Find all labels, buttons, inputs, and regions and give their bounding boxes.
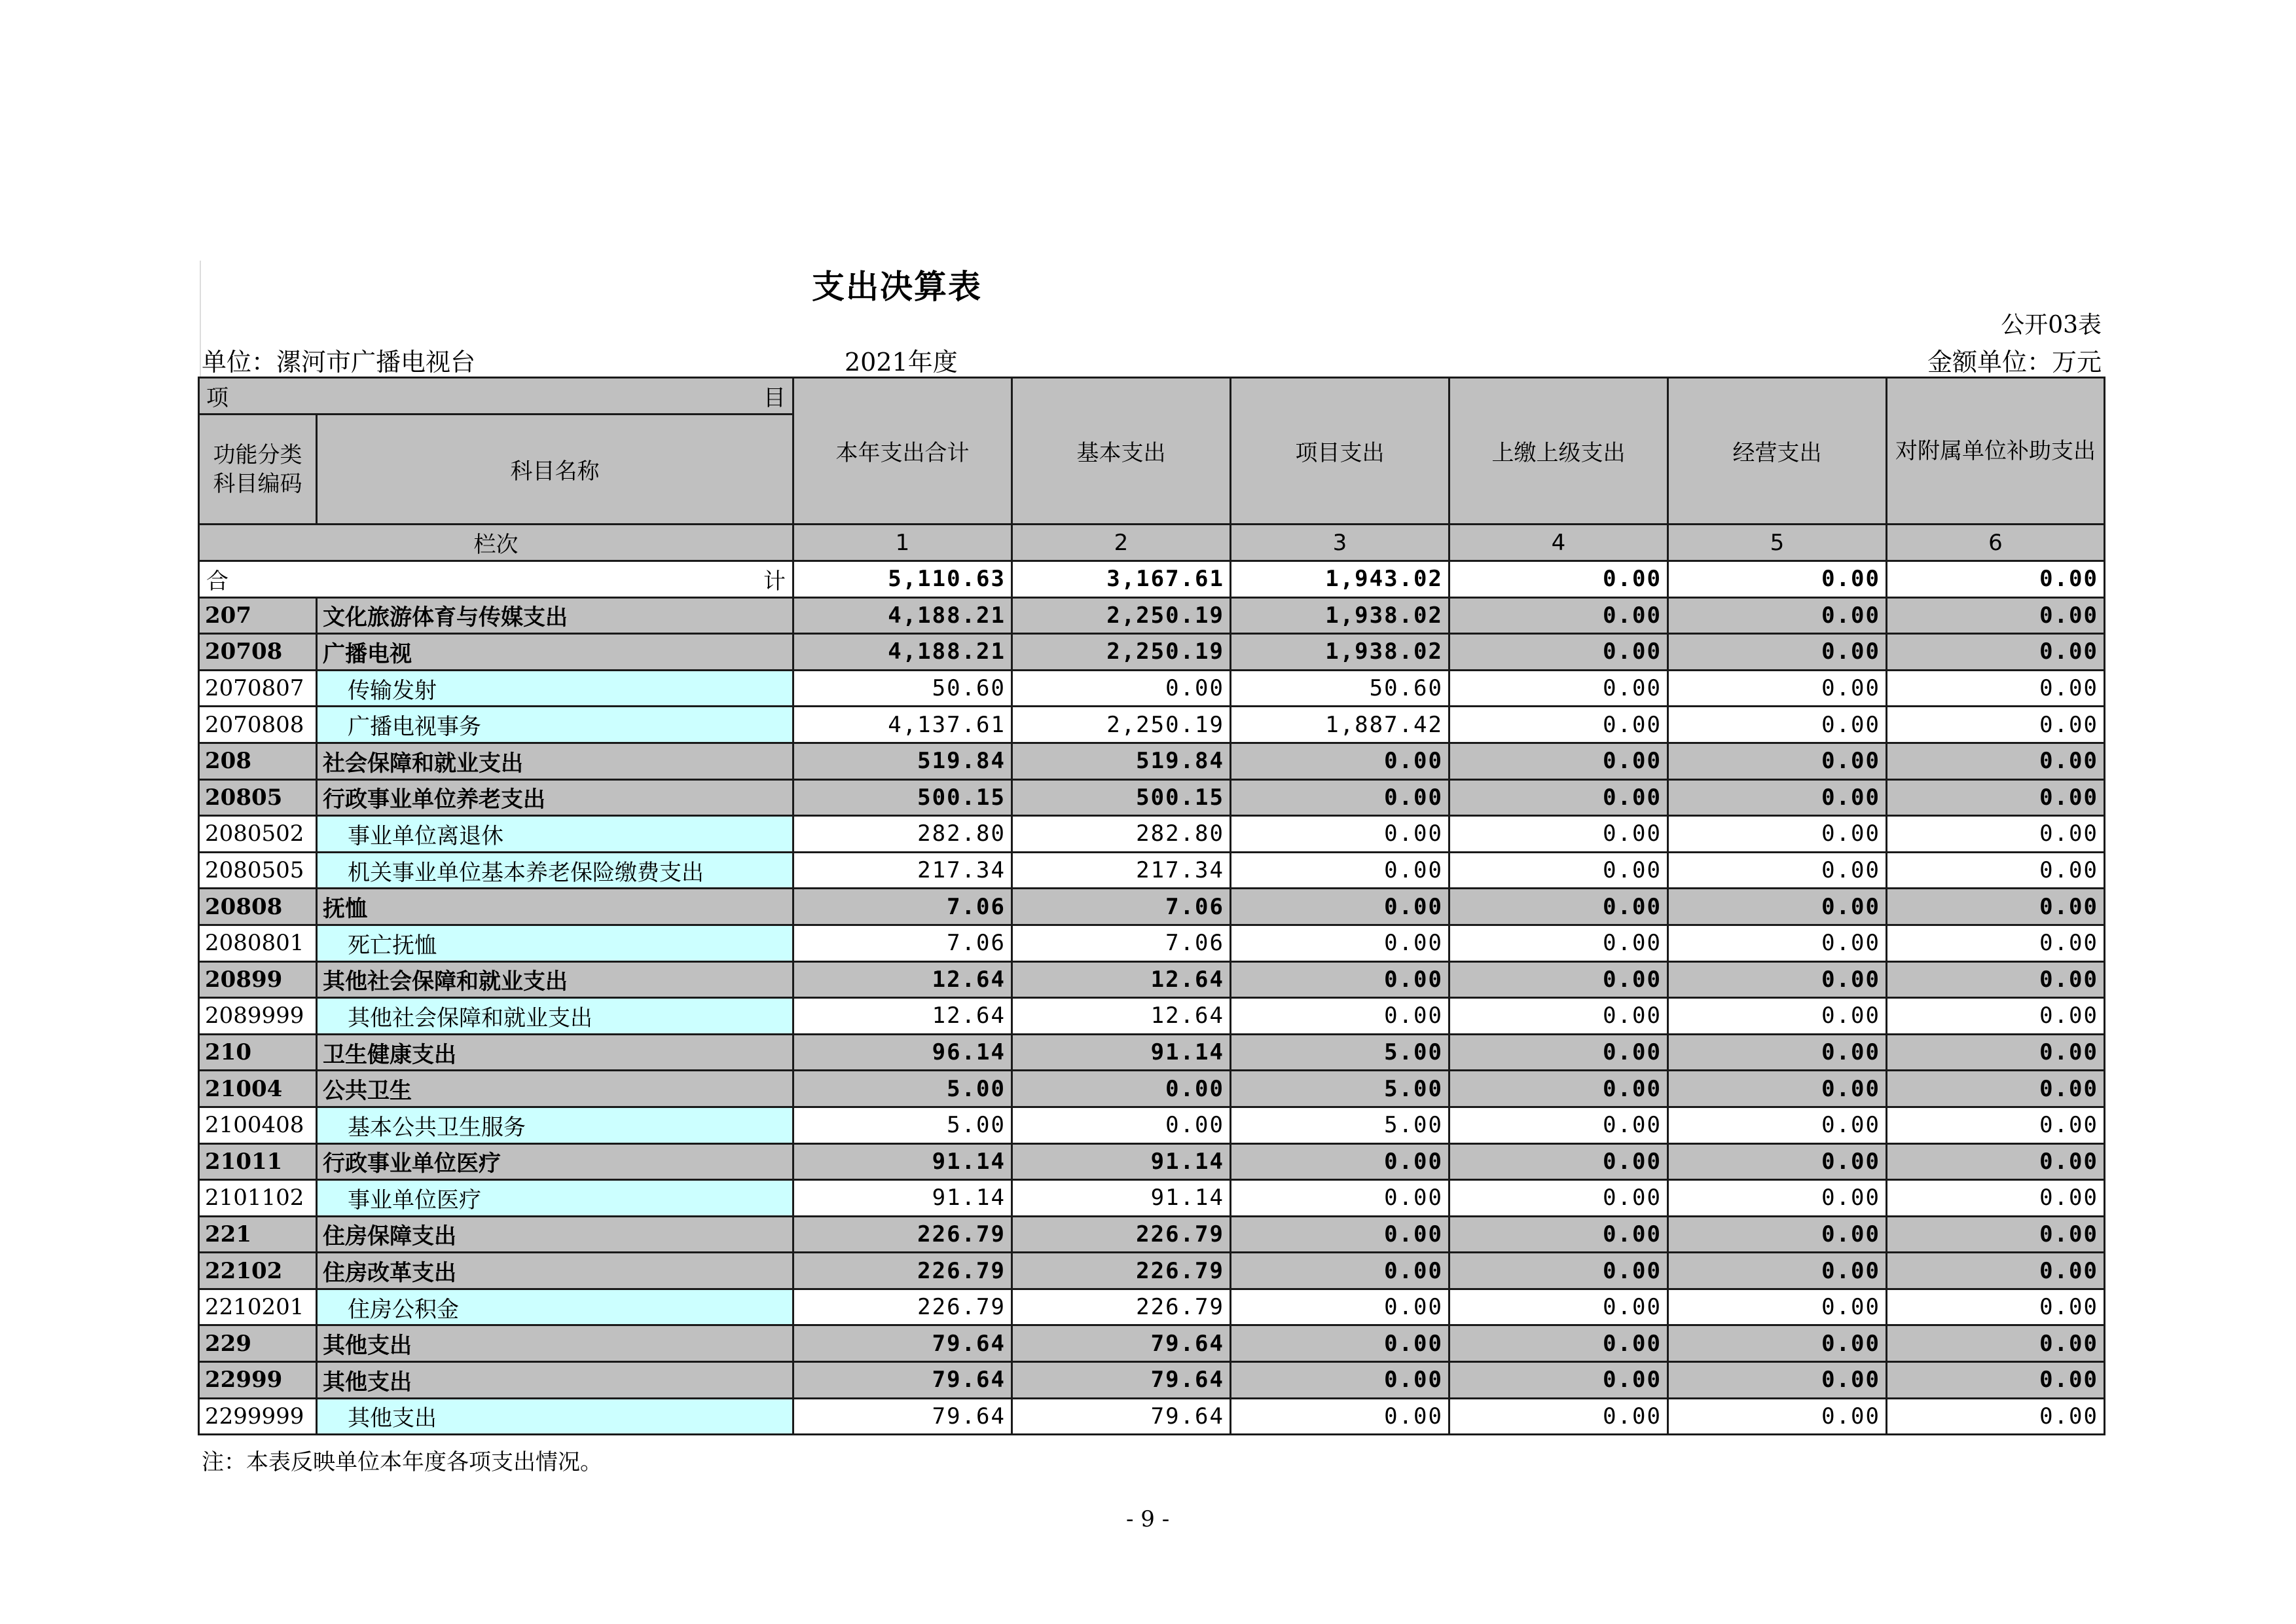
row-value-1: 217.34 — [793, 852, 1012, 889]
code-col-header: 功能分类科目编码 — [199, 415, 317, 525]
row-code: 20808 — [199, 889, 317, 925]
row-value-2: 12.64 — [1012, 998, 1231, 1035]
row-value-4: 0.00 — [1449, 816, 1668, 853]
total-value-2: 3,167.61 — [1012, 561, 1231, 598]
row-value-5: 0.00 — [1668, 816, 1887, 853]
table-row — [199, 707, 2105, 743]
row-value-3: 0.00 — [1231, 852, 1449, 889]
row-value-6: 0.00 — [1887, 1253, 2105, 1289]
row-name: 住房改革支出 — [317, 1253, 793, 1289]
row-value-4: 0.00 — [1449, 998, 1668, 1035]
row-value-6: 0.00 — [1887, 925, 2105, 961]
row-value-5: 0.00 — [1668, 998, 1887, 1035]
row-value-6: 0.00 — [1887, 1034, 2105, 1071]
row-value-4: 0.00 — [1449, 1143, 1668, 1180]
row-value-6: 0.00 — [1887, 852, 2105, 889]
total-value-4: 0.00 — [1449, 561, 1668, 598]
row-value-5: 0.00 — [1668, 1107, 1887, 1143]
row-value-6: 0.00 — [1887, 1143, 2105, 1180]
row-value-3: 1,938.02 — [1231, 597, 1449, 634]
item-header-left: 项 — [206, 385, 228, 411]
row-value-3: 0.00 — [1231, 779, 1449, 816]
row-value-4: 0.00 — [1449, 1034, 1668, 1071]
row-code: 20708 — [199, 634, 317, 671]
col-number-5: 5 — [1668, 525, 1887, 561]
row-value-5: 0.00 — [1668, 1071, 1887, 1107]
table-row — [199, 1398, 2105, 1435]
row-value-6: 0.00 — [1887, 1180, 2105, 1217]
row-value-5: 0.00 — [1668, 925, 1887, 961]
row-code: 21004 — [199, 1071, 317, 1107]
row-value-6: 0.00 — [1887, 779, 2105, 816]
row-value-3: 0.00 — [1231, 1325, 1449, 1362]
table-note: 注：本表反映单位本年度各项支出情况。 — [202, 1449, 602, 1475]
row-name: 行政事业单位养老支出 — [317, 779, 793, 816]
page-margin-line — [200, 261, 201, 377]
col-header-6: 对附属单位补助支出 — [1887, 378, 2105, 525]
header-row-lanci — [199, 525, 2105, 561]
row-value-6: 0.00 — [1887, 1107, 2105, 1143]
row-value-2: 500.15 — [1012, 779, 1231, 816]
row-value-6: 0.00 — [1887, 707, 2105, 743]
row-value-6: 0.00 — [1887, 1071, 2105, 1107]
row-value-2: 79.64 — [1012, 1325, 1231, 1362]
table-row — [199, 925, 2105, 961]
total-value-3: 1,943.02 — [1231, 561, 1449, 598]
name-col-header: 科目名称 — [317, 415, 793, 525]
row-value-6: 0.00 — [1887, 1398, 2105, 1435]
row-value-4: 0.00 — [1449, 961, 1668, 998]
row-value-1: 500.15 — [793, 779, 1012, 816]
row-value-6: 0.00 — [1887, 743, 2105, 779]
row-name: 卫生健康支出 — [317, 1034, 793, 1071]
row-value-3: 0.00 — [1231, 816, 1449, 853]
table-row — [199, 1216, 2105, 1253]
row-name: 传输发射 — [317, 670, 793, 707]
row-value-1: 4,188.21 — [793, 634, 1012, 671]
row-name: 抚恤 — [317, 889, 793, 925]
row-code: 22999 — [199, 1362, 317, 1399]
row-value-5: 0.00 — [1668, 961, 1887, 998]
table-row — [199, 816, 2105, 853]
row-value-6: 0.00 — [1887, 1325, 2105, 1362]
row-code: 207 — [199, 597, 317, 634]
row-value-2: 2,250.19 — [1012, 634, 1231, 671]
row-value-6: 0.00 — [1887, 998, 2105, 1035]
row-value-6: 0.00 — [1887, 961, 2105, 998]
row-value-6: 0.00 — [1887, 670, 2105, 707]
table-row — [199, 1180, 2105, 1217]
row-value-3: 0.00 — [1231, 743, 1449, 779]
row-value-5: 0.00 — [1668, 852, 1887, 889]
row-value-1: 50.60 — [793, 670, 1012, 707]
row-value-2: 79.64 — [1012, 1398, 1231, 1435]
row-value-1: 5.00 — [793, 1107, 1012, 1143]
row-value-6: 0.00 — [1887, 889, 2105, 925]
lanci-cell: 栏次 — [199, 525, 793, 561]
row-value-2: 7.06 — [1012, 925, 1231, 961]
row-code: 2070808 — [199, 707, 317, 743]
row-value-2: 91.14 — [1012, 1143, 1231, 1180]
row-value-4: 0.00 — [1449, 597, 1668, 634]
row-value-3: 5.00 — [1231, 1107, 1449, 1143]
row-code: 229 — [199, 1325, 317, 1362]
col-header-4: 上缴上级支出 — [1449, 378, 1668, 525]
row-value-5: 0.00 — [1668, 1216, 1887, 1253]
row-name: 基本公共卫生服务 — [317, 1107, 793, 1143]
table-row — [199, 1289, 2105, 1325]
row-value-3: 0.00 — [1231, 1216, 1449, 1253]
table-row — [199, 1034, 2105, 1071]
table-row — [199, 998, 2105, 1035]
row-value-5: 0.00 — [1668, 1143, 1887, 1180]
row-code: 22102 — [199, 1253, 317, 1289]
row-value-3: 0.00 — [1231, 889, 1449, 925]
row-value-4: 0.00 — [1449, 1071, 1668, 1107]
table-row — [199, 1325, 2105, 1362]
unit-label: 单位：漯河市广播电视台 — [202, 348, 476, 377]
table-row — [199, 743, 2105, 779]
total-label-cell — [199, 561, 793, 598]
row-value-5: 0.00 — [1668, 634, 1887, 671]
row-value-5: 0.00 — [1668, 1253, 1887, 1289]
row-value-4: 0.00 — [1449, 1362, 1668, 1399]
row-value-2: 79.64 — [1012, 1362, 1231, 1399]
row-value-1: 226.79 — [793, 1289, 1012, 1325]
row-value-5: 0.00 — [1668, 1325, 1887, 1362]
row-value-1: 5.00 — [793, 1071, 1012, 1107]
row-value-4: 0.00 — [1449, 779, 1668, 816]
row-name: 其他支出 — [317, 1398, 793, 1435]
row-value-6: 0.00 — [1887, 1216, 2105, 1253]
row-value-2: 0.00 — [1012, 670, 1231, 707]
row-code: 2299999 — [199, 1398, 317, 1435]
col-number-6: 6 — [1887, 525, 2105, 561]
table-row — [199, 634, 2105, 671]
row-value-5: 0.00 — [1668, 1180, 1887, 1217]
row-value-4: 0.00 — [1449, 889, 1668, 925]
col-number-4: 4 — [1449, 525, 1668, 561]
row-value-4: 0.00 — [1449, 1289, 1668, 1325]
row-value-2: 7.06 — [1012, 889, 1231, 925]
row-value-4: 0.00 — [1449, 1107, 1668, 1143]
table-body — [199, 561, 2105, 1435]
row-value-2: 226.79 — [1012, 1289, 1231, 1325]
row-name: 行政事业单位医疗 — [317, 1143, 793, 1180]
row-value-1: 12.64 — [793, 961, 1012, 998]
row-name: 其他支出 — [317, 1325, 793, 1362]
row-value-1: 79.64 — [793, 1325, 1012, 1362]
row-code: 21011 — [199, 1143, 317, 1180]
row-value-4: 0.00 — [1449, 634, 1668, 671]
row-value-2: 226.79 — [1012, 1216, 1231, 1253]
row-value-5: 0.00 — [1668, 1398, 1887, 1435]
row-value-2: 282.80 — [1012, 816, 1231, 853]
row-name: 住房保障支出 — [317, 1216, 793, 1253]
row-value-2: 0.00 — [1012, 1071, 1231, 1107]
row-value-4: 0.00 — [1449, 1325, 1668, 1362]
row-name: 事业单位医疗 — [317, 1180, 793, 1217]
row-value-2: 0.00 — [1012, 1107, 1231, 1143]
row-value-3: 50.60 — [1231, 670, 1449, 707]
row-value-5: 0.00 — [1668, 1034, 1887, 1071]
row-value-1: 519.84 — [793, 743, 1012, 779]
table-row — [199, 1107, 2105, 1143]
row-value-5: 0.00 — [1668, 743, 1887, 779]
row-value-3: 0.00 — [1231, 925, 1449, 961]
total-value-5: 0.00 — [1668, 561, 1887, 598]
row-name: 机关事业单位基本养老保险缴费支出 — [317, 852, 793, 889]
row-code: 208 — [199, 743, 317, 779]
row-value-1: 79.64 — [793, 1362, 1012, 1399]
row-value-1: 12.64 — [793, 998, 1012, 1035]
row-value-3: 1,938.02 — [1231, 634, 1449, 671]
row-code: 221 — [199, 1216, 317, 1253]
row-value-3: 0.00 — [1231, 1143, 1449, 1180]
row-value-6: 0.00 — [1887, 1289, 2105, 1325]
row-value-3: 0.00 — [1231, 1289, 1449, 1325]
row-name: 文化旅游体育与传媒支出 — [317, 597, 793, 634]
row-value-5: 0.00 — [1668, 670, 1887, 707]
row-value-1: 226.79 — [793, 1253, 1012, 1289]
money-unit-label: 金额单位：万元 — [1927, 348, 2102, 377]
row-value-1: 4,137.61 — [793, 707, 1012, 743]
row-code: 2210201 — [199, 1289, 317, 1325]
col-header-2: 基本支出 — [1012, 378, 1231, 525]
col-header-1: 本年支出合计 — [793, 378, 1012, 525]
total-value-6: 0.00 — [1887, 561, 2105, 598]
item-header-cell — [199, 378, 793, 415]
row-value-4: 0.00 — [1449, 925, 1668, 961]
total-value-1: 5,110.63 — [793, 561, 1012, 598]
table-row — [199, 852, 2105, 889]
row-value-1: 96.14 — [793, 1034, 1012, 1071]
row-name: 其他支出 — [317, 1362, 793, 1399]
page-number: - 9 - — [1126, 1506, 1170, 1532]
total-row — [199, 561, 2105, 598]
row-code: 2100408 — [199, 1107, 317, 1143]
item-header-right: 目 — [763, 385, 786, 411]
row-name: 事业单位离退休 — [317, 816, 793, 853]
table-row — [199, 889, 2105, 925]
row-name: 广播电视 — [317, 634, 793, 671]
row-value-6: 0.00 — [1887, 597, 2105, 634]
col-header-3: 项目支出 — [1231, 378, 1449, 525]
col-header-5: 经营支出 — [1668, 378, 1887, 525]
table-row — [199, 779, 2105, 816]
row-name: 死亡抚恤 — [317, 925, 793, 961]
row-value-6: 0.00 — [1887, 816, 2105, 853]
row-value-2: 2,250.19 — [1012, 707, 1231, 743]
row-value-2: 91.14 — [1012, 1180, 1231, 1217]
row-value-4: 0.00 — [1449, 1216, 1668, 1253]
row-name: 其他社会保障和就业支出 — [317, 998, 793, 1035]
row-value-4: 0.00 — [1449, 743, 1668, 779]
row-code: 2089999 — [199, 998, 317, 1035]
row-code: 2101102 — [199, 1180, 317, 1217]
row-value-4: 0.00 — [1449, 707, 1668, 743]
row-value-1: 91.14 — [793, 1180, 1012, 1217]
row-name: 公共卫生 — [317, 1071, 793, 1107]
table-row — [199, 1362, 2105, 1399]
form-number: 公开03表 — [2001, 312, 2102, 339]
row-code: 2080502 — [199, 816, 317, 853]
row-value-4: 0.00 — [1449, 852, 1668, 889]
year-label: 2021年度 — [845, 348, 958, 377]
row-code: 2080505 — [199, 852, 317, 889]
row-value-3: 0.00 — [1231, 998, 1449, 1035]
col-number-2: 2 — [1012, 525, 1231, 561]
total-label-right: 计 — [763, 568, 786, 595]
row-value-1: 7.06 — [793, 925, 1012, 961]
row-value-1: 226.79 — [793, 1216, 1012, 1253]
total-label-left: 合 — [206, 568, 228, 595]
row-value-5: 0.00 — [1668, 889, 1887, 925]
row-value-1: 282.80 — [793, 816, 1012, 853]
row-name: 其他社会保障和就业支出 — [317, 961, 793, 998]
table-row — [199, 1253, 2105, 1289]
row-code: 20805 — [199, 779, 317, 816]
row-code: 2070807 — [199, 670, 317, 707]
row-value-3: 5.00 — [1231, 1034, 1449, 1071]
row-value-5: 0.00 — [1668, 707, 1887, 743]
row-value-2: 12.64 — [1012, 961, 1231, 998]
row-name: 广播电视事务 — [317, 707, 793, 743]
row-name: 社会保障和就业支出 — [317, 743, 793, 779]
row-value-4: 0.00 — [1449, 1180, 1668, 1217]
col-number-3: 3 — [1231, 525, 1449, 561]
table-row — [199, 961, 2105, 998]
row-value-3: 0.00 — [1231, 1253, 1449, 1289]
row-value-3: 0.00 — [1231, 1398, 1449, 1435]
table-row — [199, 1071, 2105, 1107]
row-value-3: 0.00 — [1231, 1362, 1449, 1399]
col-number-1: 1 — [793, 525, 1012, 561]
expenditure-table — [198, 377, 2105, 1435]
row-value-5: 0.00 — [1668, 779, 1887, 816]
row-value-4: 0.00 — [1449, 1253, 1668, 1289]
header-row-item — [199, 378, 2105, 415]
row-value-4: 0.00 — [1449, 1398, 1668, 1435]
row-value-6: 0.00 — [1887, 634, 2105, 671]
row-value-5: 0.00 — [1668, 1362, 1887, 1399]
row-value-5: 0.00 — [1668, 597, 1887, 634]
row-value-3: 5.00 — [1231, 1071, 1449, 1107]
row-value-2: 2,250.19 — [1012, 597, 1231, 634]
row-code: 210 — [199, 1034, 317, 1071]
row-value-2: 226.79 — [1012, 1253, 1231, 1289]
row-value-5: 0.00 — [1668, 1289, 1887, 1325]
row-value-4: 0.00 — [1449, 670, 1668, 707]
row-value-2: 519.84 — [1012, 743, 1231, 779]
row-value-3: 1,887.42 — [1231, 707, 1449, 743]
row-value-6: 0.00 — [1887, 1362, 2105, 1399]
row-value-1: 91.14 — [793, 1143, 1012, 1180]
row-name: 住房公积金 — [317, 1289, 793, 1325]
page-title: 支出决算表 — [812, 268, 982, 306]
row-value-1: 4,188.21 — [793, 597, 1012, 634]
table-row — [199, 670, 2105, 707]
row-value-2: 217.34 — [1012, 852, 1231, 889]
table-row — [199, 1143, 2105, 1180]
row-value-2: 91.14 — [1012, 1034, 1231, 1071]
row-value-1: 7.06 — [793, 889, 1012, 925]
row-code: 20899 — [199, 961, 317, 998]
row-value-3: 0.00 — [1231, 961, 1449, 998]
table-row — [199, 597, 2105, 634]
row-value-1: 79.64 — [793, 1398, 1012, 1435]
row-code: 2080801 — [199, 925, 317, 961]
row-value-3: 0.00 — [1231, 1180, 1449, 1217]
